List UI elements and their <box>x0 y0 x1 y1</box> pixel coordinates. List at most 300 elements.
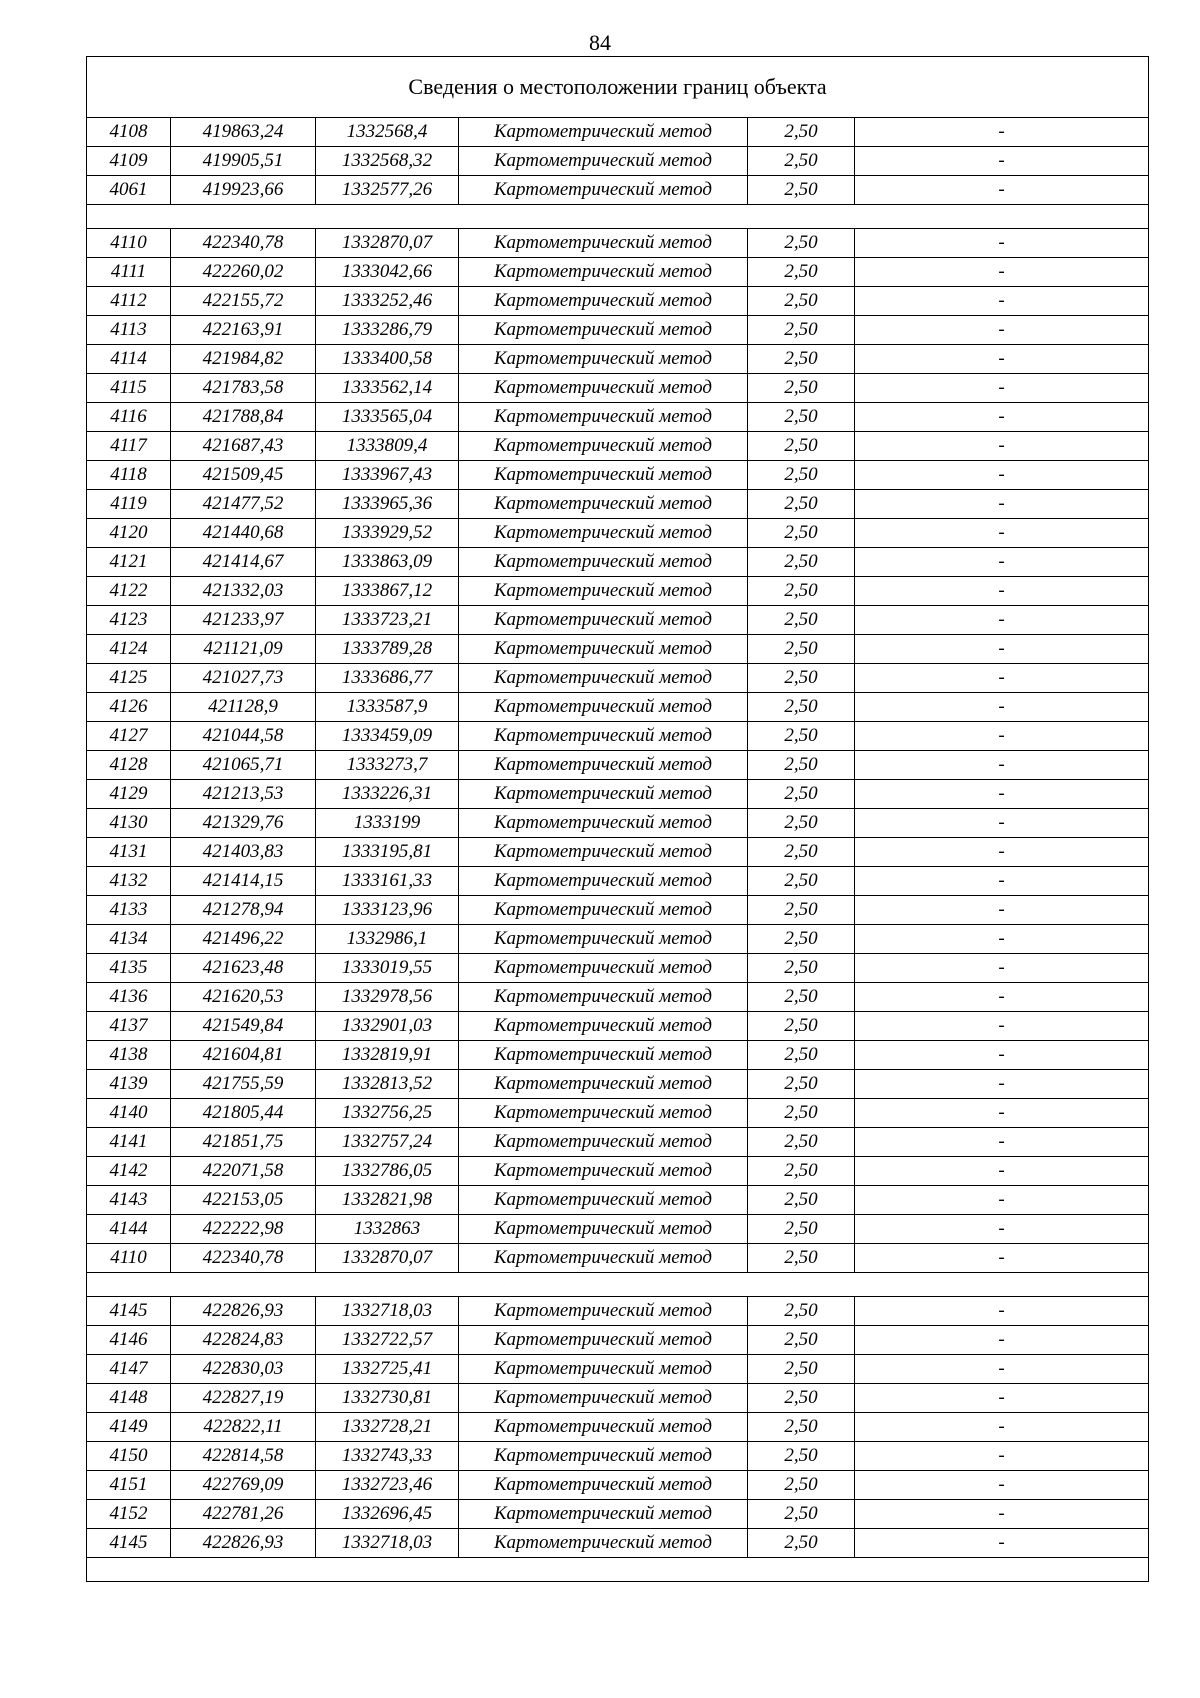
point-number-cell: 4129 <box>87 780 171 809</box>
x-coordinate-cell: 422781,26 <box>171 1500 316 1529</box>
x-coordinate-cell: 422830,03 <box>171 1355 316 1384</box>
description-cell: - <box>855 258 1149 287</box>
description-cell: - <box>855 374 1149 403</box>
accuracy-cell: 2,50 <box>748 258 855 287</box>
page-number: 84 <box>589 30 611 55</box>
point-number-cell: 4118 <box>87 461 171 490</box>
x-coordinate-cell: 422814,58 <box>171 1442 316 1471</box>
description-cell: - <box>855 316 1149 345</box>
description-cell: - <box>855 954 1149 983</box>
table-row <box>87 1442 1149 1471</box>
y-coordinate-cell: 1333161,33 <box>316 867 459 896</box>
method-cell: Картометрический метод <box>459 176 748 205</box>
x-coordinate-cell: 421496,22 <box>171 925 316 954</box>
x-coordinate-cell: 421477,52 <box>171 490 316 519</box>
table-row <box>87 1529 1149 1558</box>
accuracy-cell: 2,50 <box>748 519 855 548</box>
table-row <box>87 780 1149 809</box>
method-cell: Картометрический метод <box>459 983 748 1012</box>
y-coordinate-cell: 1333273,7 <box>316 751 459 780</box>
accuracy-cell: 2,50 <box>748 287 855 316</box>
point-number-cell: 4141 <box>87 1128 171 1157</box>
method-cell: Картометрический метод <box>459 664 748 693</box>
method-cell: Картометрический метод <box>459 316 748 345</box>
y-coordinate-cell: 1333587,9 <box>316 693 459 722</box>
point-number-cell: 4131 <box>87 838 171 867</box>
y-coordinate-cell: 1332568,32 <box>316 147 459 176</box>
y-coordinate-cell: 1333863,09 <box>316 548 459 577</box>
point-number-cell: 4139 <box>87 1070 171 1099</box>
description-cell: - <box>855 867 1149 896</box>
x-coordinate-cell: 421233,97 <box>171 606 316 635</box>
accuracy-cell: 2,50 <box>748 1413 855 1442</box>
x-coordinate-cell: 422153,05 <box>171 1186 316 1215</box>
method-cell: Картометрический метод <box>459 1215 748 1244</box>
method-cell: Картометрический метод <box>459 1041 748 1070</box>
point-number-cell: 4135 <box>87 954 171 983</box>
y-coordinate-cell: 1333123,96 <box>316 896 459 925</box>
description-cell: - <box>855 519 1149 548</box>
accuracy-cell: 2,50 <box>748 1297 855 1326</box>
table-row <box>87 229 1149 258</box>
description-cell: - <box>855 1215 1149 1244</box>
y-coordinate-cell: 1332718,03 <box>316 1529 459 1558</box>
table-row <box>87 1384 1149 1413</box>
y-coordinate-cell: 1332863 <box>316 1215 459 1244</box>
accuracy-cell: 2,50 <box>748 606 855 635</box>
point-number-cell: 4143 <box>87 1186 171 1215</box>
x-coordinate-cell: 421788,84 <box>171 403 316 432</box>
section-separator-row <box>87 1273 1149 1297</box>
accuracy-cell: 2,50 <box>748 954 855 983</box>
description-cell: - <box>855 1529 1149 1558</box>
point-number-cell: 4149 <box>87 1413 171 1442</box>
description-cell: - <box>855 1355 1149 1384</box>
table-row <box>87 664 1149 693</box>
separator-cell <box>87 205 1149 229</box>
x-coordinate-cell: 421755,59 <box>171 1070 316 1099</box>
accuracy-cell: 2,50 <box>748 1215 855 1244</box>
table-row <box>87 461 1149 490</box>
x-coordinate-cell: 419905,51 <box>171 147 316 176</box>
accuracy-cell: 2,50 <box>748 461 855 490</box>
accuracy-cell: 2,50 <box>748 1500 855 1529</box>
table-row <box>87 1157 1149 1186</box>
point-number-cell: 4115 <box>87 374 171 403</box>
method-cell: Картометрический метод <box>459 461 748 490</box>
x-coordinate-cell: 422222,98 <box>171 1215 316 1244</box>
table-row <box>87 954 1149 983</box>
point-number-cell: 4061 <box>87 176 171 205</box>
x-coordinate-cell: 421783,58 <box>171 374 316 403</box>
description-cell: - <box>855 1012 1149 1041</box>
method-cell: Картометрический метод <box>459 606 748 635</box>
description-cell: - <box>855 809 1149 838</box>
accuracy-cell: 2,50 <box>748 1157 855 1186</box>
method-cell: Картометрический метод <box>459 287 748 316</box>
point-number-cell: 4126 <box>87 693 171 722</box>
description-cell: - <box>855 1128 1149 1157</box>
table-row <box>87 147 1149 176</box>
table-row <box>87 345 1149 374</box>
point-number-cell: 4150 <box>87 1442 171 1471</box>
accuracy-cell: 2,50 <box>748 809 855 838</box>
table-row <box>87 722 1149 751</box>
method-cell: Картометрический метод <box>459 1012 748 1041</box>
description-cell: - <box>855 635 1149 664</box>
description-cell: - <box>855 229 1149 258</box>
title-row <box>87 57 1149 118</box>
table-row <box>87 1099 1149 1128</box>
x-coordinate-cell: 421805,44 <box>171 1099 316 1128</box>
accuracy-cell: 2,50 <box>748 1099 855 1128</box>
y-coordinate-cell: 1332757,24 <box>316 1128 459 1157</box>
table-row <box>87 176 1149 205</box>
separator-cell <box>87 1558 1149 1582</box>
x-coordinate-cell: 422827,19 <box>171 1384 316 1413</box>
boundary-table <box>86 56 1149 1582</box>
description-cell: - <box>855 1297 1149 1326</box>
point-number-cell: 4148 <box>87 1384 171 1413</box>
point-number-cell: 4113 <box>87 316 171 345</box>
y-coordinate-cell: 1332577,26 <box>316 176 459 205</box>
accuracy-cell: 2,50 <box>748 1041 855 1070</box>
x-coordinate-cell: 421623,48 <box>171 954 316 983</box>
point-number-cell: 4114 <box>87 345 171 374</box>
y-coordinate-cell: 1332870,07 <box>316 229 459 258</box>
accuracy-cell: 2,50 <box>748 1326 855 1355</box>
accuracy-cell: 2,50 <box>748 664 855 693</box>
y-coordinate-cell: 1332696,45 <box>316 1500 459 1529</box>
y-coordinate-cell: 1333789,28 <box>316 635 459 664</box>
y-coordinate-cell: 1332978,56 <box>316 983 459 1012</box>
table-row <box>87 403 1149 432</box>
method-cell: Картометрический метод <box>459 1157 748 1186</box>
point-number-cell: 4138 <box>87 1041 171 1070</box>
table-row <box>87 287 1149 316</box>
table-row <box>87 432 1149 461</box>
method-cell: Картометрический метод <box>459 1186 748 1215</box>
x-coordinate-cell: 422340,78 <box>171 1244 316 1273</box>
table-row <box>87 809 1149 838</box>
description-cell: - <box>855 548 1149 577</box>
description-cell: - <box>855 432 1149 461</box>
method-cell: Картометрический метод <box>459 838 748 867</box>
y-coordinate-cell: 1333965,36 <box>316 490 459 519</box>
y-coordinate-cell: 1332568,4 <box>316 118 459 147</box>
accuracy-cell: 2,50 <box>748 867 855 896</box>
accuracy-cell: 2,50 <box>748 1442 855 1471</box>
method-cell: Картометрический метод <box>459 258 748 287</box>
description-cell: - <box>855 780 1149 809</box>
method-cell: Картометрический метод <box>459 1099 748 1128</box>
accuracy-cell: 2,50 <box>748 577 855 606</box>
description-cell: - <box>855 147 1149 176</box>
description-cell: - <box>855 1413 1149 1442</box>
x-coordinate-cell: 422071,58 <box>171 1157 316 1186</box>
accuracy-cell: 2,50 <box>748 693 855 722</box>
point-number-cell: 4127 <box>87 722 171 751</box>
method-cell: Картометрический метод <box>459 1500 748 1529</box>
y-coordinate-cell: 1332725,41 <box>316 1355 459 1384</box>
description-cell: - <box>855 1326 1149 1355</box>
y-coordinate-cell: 1333042,66 <box>316 258 459 287</box>
description-cell: - <box>855 1041 1149 1070</box>
accuracy-cell: 2,50 <box>748 1355 855 1384</box>
accuracy-cell: 2,50 <box>748 1471 855 1500</box>
description-cell: - <box>855 176 1149 205</box>
x-coordinate-cell: 421027,73 <box>171 664 316 693</box>
description-cell: - <box>855 751 1149 780</box>
method-cell: Картометрический метод <box>459 548 748 577</box>
method-cell: Картометрический метод <box>459 403 748 432</box>
y-coordinate-cell: 1333252,46 <box>316 287 459 316</box>
method-cell: Картометрический метод <box>459 896 748 925</box>
method-cell: Картометрический метод <box>459 519 748 548</box>
accuracy-cell: 2,50 <box>748 838 855 867</box>
method-cell: Картометрический метод <box>459 490 748 519</box>
table-row <box>87 548 1149 577</box>
x-coordinate-cell: 422340,78 <box>171 229 316 258</box>
accuracy-cell: 2,50 <box>748 635 855 664</box>
point-number-cell: 4116 <box>87 403 171 432</box>
description-cell: - <box>855 577 1149 606</box>
table-row <box>87 635 1149 664</box>
method-cell: Картометрический метод <box>459 1297 748 1326</box>
method-cell: Картометрический метод <box>459 867 748 896</box>
point-number-cell: 4111 <box>87 258 171 287</box>
y-coordinate-cell: 1332786,05 <box>316 1157 459 1186</box>
table-row <box>87 374 1149 403</box>
method-cell: Картометрический метод <box>459 432 748 461</box>
table-row <box>87 1326 1149 1355</box>
accuracy-cell: 2,50 <box>748 780 855 809</box>
y-coordinate-cell: 1333199 <box>316 809 459 838</box>
y-coordinate-cell: 1333809,4 <box>316 432 459 461</box>
y-coordinate-cell: 1333723,21 <box>316 606 459 635</box>
x-coordinate-cell: 421604,81 <box>171 1041 316 1070</box>
section-separator-row <box>87 1558 1149 1582</box>
point-number-cell: 4112 <box>87 287 171 316</box>
y-coordinate-cell: 1332756,25 <box>316 1099 459 1128</box>
x-coordinate-cell: 421620,53 <box>171 983 316 1012</box>
x-coordinate-cell: 422826,93 <box>171 1297 316 1326</box>
accuracy-cell: 2,50 <box>748 1186 855 1215</box>
method-cell: Картометрический метод <box>459 722 748 751</box>
y-coordinate-cell: 1332901,03 <box>316 1012 459 1041</box>
accuracy-cell: 2,50 <box>748 722 855 751</box>
point-number-cell: 4128 <box>87 751 171 780</box>
method-cell: Картометрический метод <box>459 1070 748 1099</box>
x-coordinate-cell: 422163,91 <box>171 316 316 345</box>
table-row <box>87 1413 1149 1442</box>
y-coordinate-cell: 1332819,91 <box>316 1041 459 1070</box>
y-coordinate-cell: 1333867,12 <box>316 577 459 606</box>
y-coordinate-cell: 1333929,52 <box>316 519 459 548</box>
table-row <box>87 258 1149 287</box>
description-cell: - <box>855 1471 1149 1500</box>
point-number-cell: 4109 <box>87 147 171 176</box>
x-coordinate-cell: 421984,82 <box>171 345 316 374</box>
method-cell: Картометрический метод <box>459 809 748 838</box>
accuracy-cell: 2,50 <box>748 751 855 780</box>
method-cell: Картометрический метод <box>459 780 748 809</box>
table-body <box>87 57 1149 1582</box>
accuracy-cell: 2,50 <box>748 925 855 954</box>
table-row <box>87 519 1149 548</box>
point-number-cell: 4147 <box>87 1355 171 1384</box>
description-cell: - <box>855 693 1149 722</box>
y-coordinate-cell: 1333400,58 <box>316 345 459 374</box>
point-number-cell: 4140 <box>87 1099 171 1128</box>
method-cell: Картометрический метод <box>459 1244 748 1273</box>
table-row <box>87 1297 1149 1326</box>
method-cell: Картометрический метод <box>459 693 748 722</box>
table-row <box>87 490 1149 519</box>
accuracy-cell: 2,50 <box>748 490 855 519</box>
point-number-cell: 4123 <box>87 606 171 635</box>
accuracy-cell: 2,50 <box>748 1384 855 1413</box>
description-cell: - <box>855 722 1149 751</box>
table-row <box>87 1500 1149 1529</box>
method-cell: Картометрический метод <box>459 1529 748 1558</box>
method-cell: Картометрический метод <box>459 1413 748 1442</box>
table-row <box>87 316 1149 345</box>
y-coordinate-cell: 1333562,14 <box>316 374 459 403</box>
table-row <box>87 577 1149 606</box>
point-number-cell: 4136 <box>87 983 171 1012</box>
method-cell: Картометрический метод <box>459 229 748 258</box>
point-number-cell: 4110 <box>87 1244 171 1273</box>
description-cell: - <box>855 983 1149 1012</box>
point-number-cell: 4121 <box>87 548 171 577</box>
y-coordinate-cell: 1332743,33 <box>316 1442 459 1471</box>
section-separator-row <box>87 205 1149 229</box>
x-coordinate-cell: 419923,66 <box>171 176 316 205</box>
table-row <box>87 1070 1149 1099</box>
table-row <box>87 1128 1149 1157</box>
method-cell: Картометрический метод <box>459 1128 748 1157</box>
x-coordinate-cell: 421851,75 <box>171 1128 316 1157</box>
table-row <box>87 1012 1149 1041</box>
separator-cell <box>87 1273 1149 1297</box>
y-coordinate-cell: 1333226,31 <box>316 780 459 809</box>
table-row <box>87 1186 1149 1215</box>
table-row <box>87 1355 1149 1384</box>
description-cell: - <box>855 490 1149 519</box>
x-coordinate-cell: 421403,83 <box>171 838 316 867</box>
description-cell: - <box>855 1442 1149 1471</box>
y-coordinate-cell: 1332986,1 <box>316 925 459 954</box>
method-cell: Картометрический метод <box>459 577 748 606</box>
method-cell: Картометрический метод <box>459 954 748 983</box>
method-cell: Картометрический метод <box>459 1442 748 1471</box>
x-coordinate-cell: 421440,68 <box>171 519 316 548</box>
method-cell: Картометрический метод <box>459 1355 748 1384</box>
accuracy-cell: 2,50 <box>748 983 855 1012</box>
y-coordinate-cell: 1332722,57 <box>316 1326 459 1355</box>
accuracy-cell: 2,50 <box>748 403 855 432</box>
accuracy-cell: 2,50 <box>748 1529 855 1558</box>
y-coordinate-cell: 1332718,03 <box>316 1297 459 1326</box>
description-cell: - <box>855 664 1149 693</box>
point-number-cell: 4132 <box>87 867 171 896</box>
accuracy-cell: 2,50 <box>748 147 855 176</box>
description-cell: - <box>855 287 1149 316</box>
point-number-cell: 4119 <box>87 490 171 519</box>
description-cell: - <box>855 1186 1149 1215</box>
description-cell: - <box>855 925 1149 954</box>
x-coordinate-cell: 421687,43 <box>171 432 316 461</box>
y-coordinate-cell: 1332723,46 <box>316 1471 459 1500</box>
y-coordinate-cell: 1332813,52 <box>316 1070 459 1099</box>
table-row <box>87 606 1149 635</box>
point-number-cell: 4124 <box>87 635 171 664</box>
description-cell: - <box>855 1500 1149 1529</box>
table-row <box>87 983 1149 1012</box>
point-number-cell: 4142 <box>87 1157 171 1186</box>
x-coordinate-cell: 422824,83 <box>171 1326 316 1355</box>
point-number-cell: 4133 <box>87 896 171 925</box>
table-row <box>87 1041 1149 1070</box>
description-cell: - <box>855 838 1149 867</box>
point-number-cell: 4152 <box>87 1500 171 1529</box>
y-coordinate-cell: 1332870,07 <box>316 1244 459 1273</box>
y-coordinate-cell: 1333019,55 <box>316 954 459 983</box>
point-number-cell: 4120 <box>87 519 171 548</box>
description-cell: - <box>855 403 1149 432</box>
method-cell: Картометрический метод <box>459 147 748 176</box>
x-coordinate-cell: 421278,94 <box>171 896 316 925</box>
accuracy-cell: 2,50 <box>748 896 855 925</box>
y-coordinate-cell: 1333686,77 <box>316 664 459 693</box>
point-number-cell: 4122 <box>87 577 171 606</box>
method-cell: Картометрический метод <box>459 1326 748 1355</box>
x-coordinate-cell: 421044,58 <box>171 722 316 751</box>
method-cell: Картометрический метод <box>459 751 748 780</box>
x-coordinate-cell: 422155,72 <box>171 287 316 316</box>
description-cell: - <box>855 896 1149 925</box>
accuracy-cell: 2,50 <box>748 118 855 147</box>
method-cell: Картометрический метод <box>459 118 748 147</box>
accuracy-cell: 2,50 <box>748 176 855 205</box>
point-number-cell: 4145 <box>87 1529 171 1558</box>
x-coordinate-cell: 421509,45 <box>171 461 316 490</box>
point-number-cell: 4137 <box>87 1012 171 1041</box>
x-coordinate-cell: 421414,67 <box>171 548 316 577</box>
accuracy-cell: 2,50 <box>748 1070 855 1099</box>
y-coordinate-cell: 1333459,09 <box>316 722 459 751</box>
x-coordinate-cell: 422826,93 <box>171 1529 316 1558</box>
method-cell: Картометрический метод <box>459 925 748 954</box>
description-cell: - <box>855 1244 1149 1273</box>
point-number-cell: 4117 <box>87 432 171 461</box>
description-cell: - <box>855 1384 1149 1413</box>
x-coordinate-cell: 422822,11 <box>171 1413 316 1442</box>
x-coordinate-cell: 422260,02 <box>171 258 316 287</box>
x-coordinate-cell: 421549,84 <box>171 1012 316 1041</box>
description-cell: - <box>855 118 1149 147</box>
y-coordinate-cell: 1333565,04 <box>316 403 459 432</box>
x-coordinate-cell: 422769,09 <box>171 1471 316 1500</box>
table-row <box>87 925 1149 954</box>
x-coordinate-cell: 421329,76 <box>171 809 316 838</box>
table-row <box>87 751 1149 780</box>
x-coordinate-cell: 421121,09 <box>171 635 316 664</box>
table-row <box>87 1244 1149 1273</box>
point-number-cell: 4110 <box>87 229 171 258</box>
y-coordinate-cell: 1333195,81 <box>316 838 459 867</box>
